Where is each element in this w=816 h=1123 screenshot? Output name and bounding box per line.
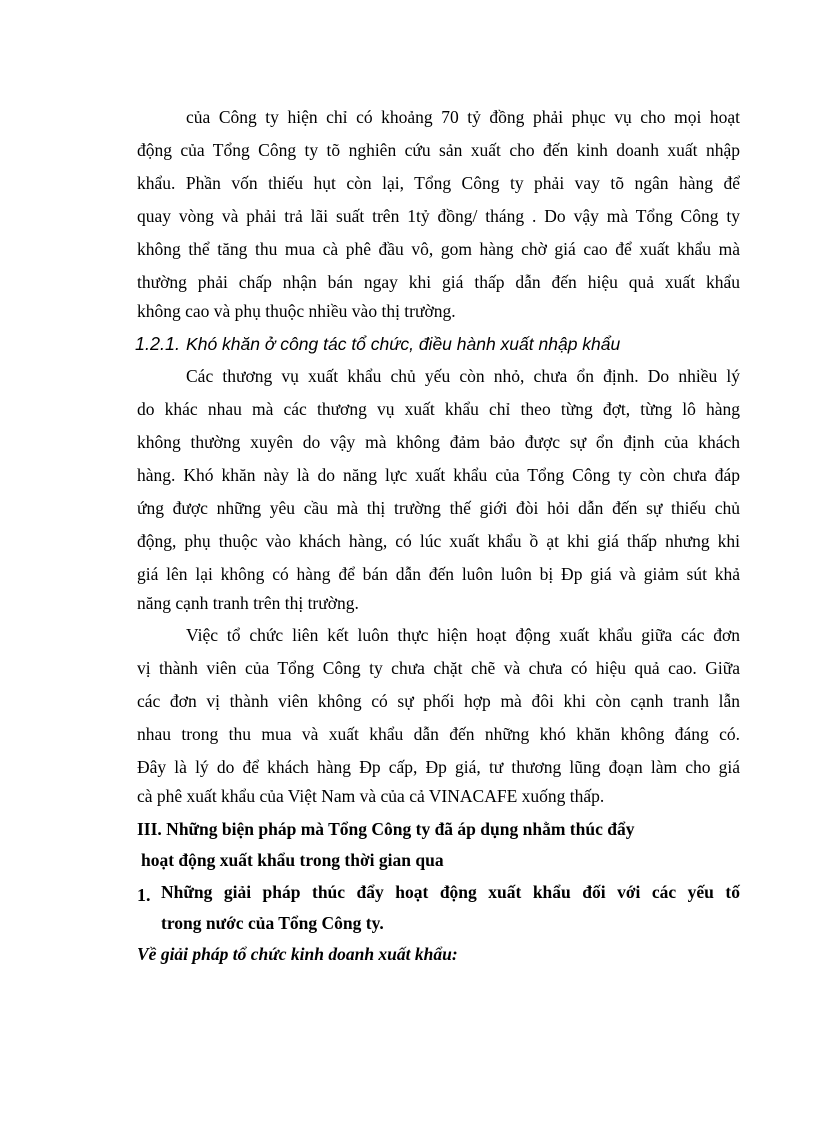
p1-line-1: của Công ty hiện chỉ có khoảng 70 tỷ đồng phải phục vụ cho mọi hoạt bbox=[186, 107, 740, 127]
p2-line-7: giá lên lại không có hàng để bán dẫn đến luôn luôn bị Ðp giá và giảm sút khả bbox=[137, 564, 740, 584]
p2-line-2: do khác nhau mà các thương vụ xuất khẩu chỉ theo từng đợt, từng lô hàng bbox=[137, 399, 740, 419]
p3-line-6: cà phê xuất khẩu của Việt Nam và của cả VINACAFE xuống thấp. bbox=[137, 786, 605, 806]
p1-line-3: khẩu. Phần vốn thiếu hụt còn lại, Tổng Công ty phải vay tõ ngân hàng để bbox=[137, 173, 740, 193]
section-121-title: Khó khăn ở công tác tổ chức, điều hành xuất nhập khẩu bbox=[186, 334, 621, 354]
section-1-line-1: Những giải pháp thúc đẩy hoạt động xuất khẩu đối với các yếu tố bbox=[161, 882, 740, 902]
p3-line-2: vị thành viên của Tổng Công ty chưa chặt chẽ và chưa có hiệu quả cao. Giữa bbox=[137, 658, 740, 678]
p2-line-5: ứng được những yêu cầu mà thị trường thế giới đòi hỏi dẫn đến sự thiếu chủ bbox=[137, 498, 740, 518]
p2-line-6: động, phụ thuộc vào khách hàng, có lúc xuất khẩu ồ ạt khi giá thấp nhưng khi bbox=[137, 531, 740, 551]
p2-line-4: hàng. Khó khăn này là do năng lực xuất khẩu của Tổng Công ty còn chưa đáp bbox=[137, 465, 740, 485]
p1-line-5: không thể tăng thu mua cà phê đầu vô, gom hàng chờ giá cao để xuất khẩu mà bbox=[137, 239, 740, 259]
p3-line-5: Đây là lý do để khách hàng Ðp cấp, Ðp giá, tư thương lũng đoạn làm cho giá bbox=[137, 757, 740, 777]
p2-line-1: Các thương vụ xuất khẩu chủ yếu còn nhỏ, chưa ổn định. Do nhiều lý bbox=[186, 366, 740, 386]
p3-line-3: các đơn vị thành viên không có sự phối hợp mà đôi khi còn cạnh tranh lẫn bbox=[137, 691, 740, 711]
section-III-heading-line-1: III. Những biện pháp mà Tổng Công ty đã áp dụng nhằm thúc đẩy bbox=[137, 819, 635, 839]
p2-line-8: năng cạnh tranh trên thị trường. bbox=[137, 593, 359, 613]
subheading-business-organization: Về giải pháp tổ chức kinh doanh xuất khẩu: bbox=[137, 944, 458, 964]
p1-line-4: quay vòng và phải trả lãi suất trên 1tỷ đồng/ tháng . Do vậy mà Tổng Công ty bbox=[137, 206, 740, 226]
section-121-heading bbox=[135, 333, 740, 355]
p3-line-1: Việc tổ chức liên kết luôn thực hiện hoạt động xuất khẩu giữa các đơn bbox=[186, 625, 740, 645]
section-1-number: 1. bbox=[137, 885, 151, 905]
p1-line-6: thường phải chấp nhận bán ngay khi giá thấp dẫn đến hiệu quả xuất khẩu bbox=[137, 272, 740, 292]
section-1-line-2: trong nước của Tổng Công ty. bbox=[161, 913, 384, 933]
section-III-heading-line-2: hoạt động xuất khẩu trong thời gian qua bbox=[141, 850, 444, 870]
p3-line-4: nhau trong thu mua và xuất khẩu dẫn đến những khó khăn không đáng có. bbox=[137, 724, 740, 744]
p1-line-7: không cao và phụ thuộc nhiều vào thị trường. bbox=[137, 301, 456, 321]
section-121-number: 1.2.1. bbox=[135, 334, 181, 354]
p1-line-2: động của Tổng Công ty tõ nghiên cứu sản xuất cho đến kinh doanh xuất nhập bbox=[137, 140, 740, 160]
p2-line-3: không thường xuyên do vậy mà không đảm bảo được sự ổn định của khách bbox=[137, 432, 740, 452]
